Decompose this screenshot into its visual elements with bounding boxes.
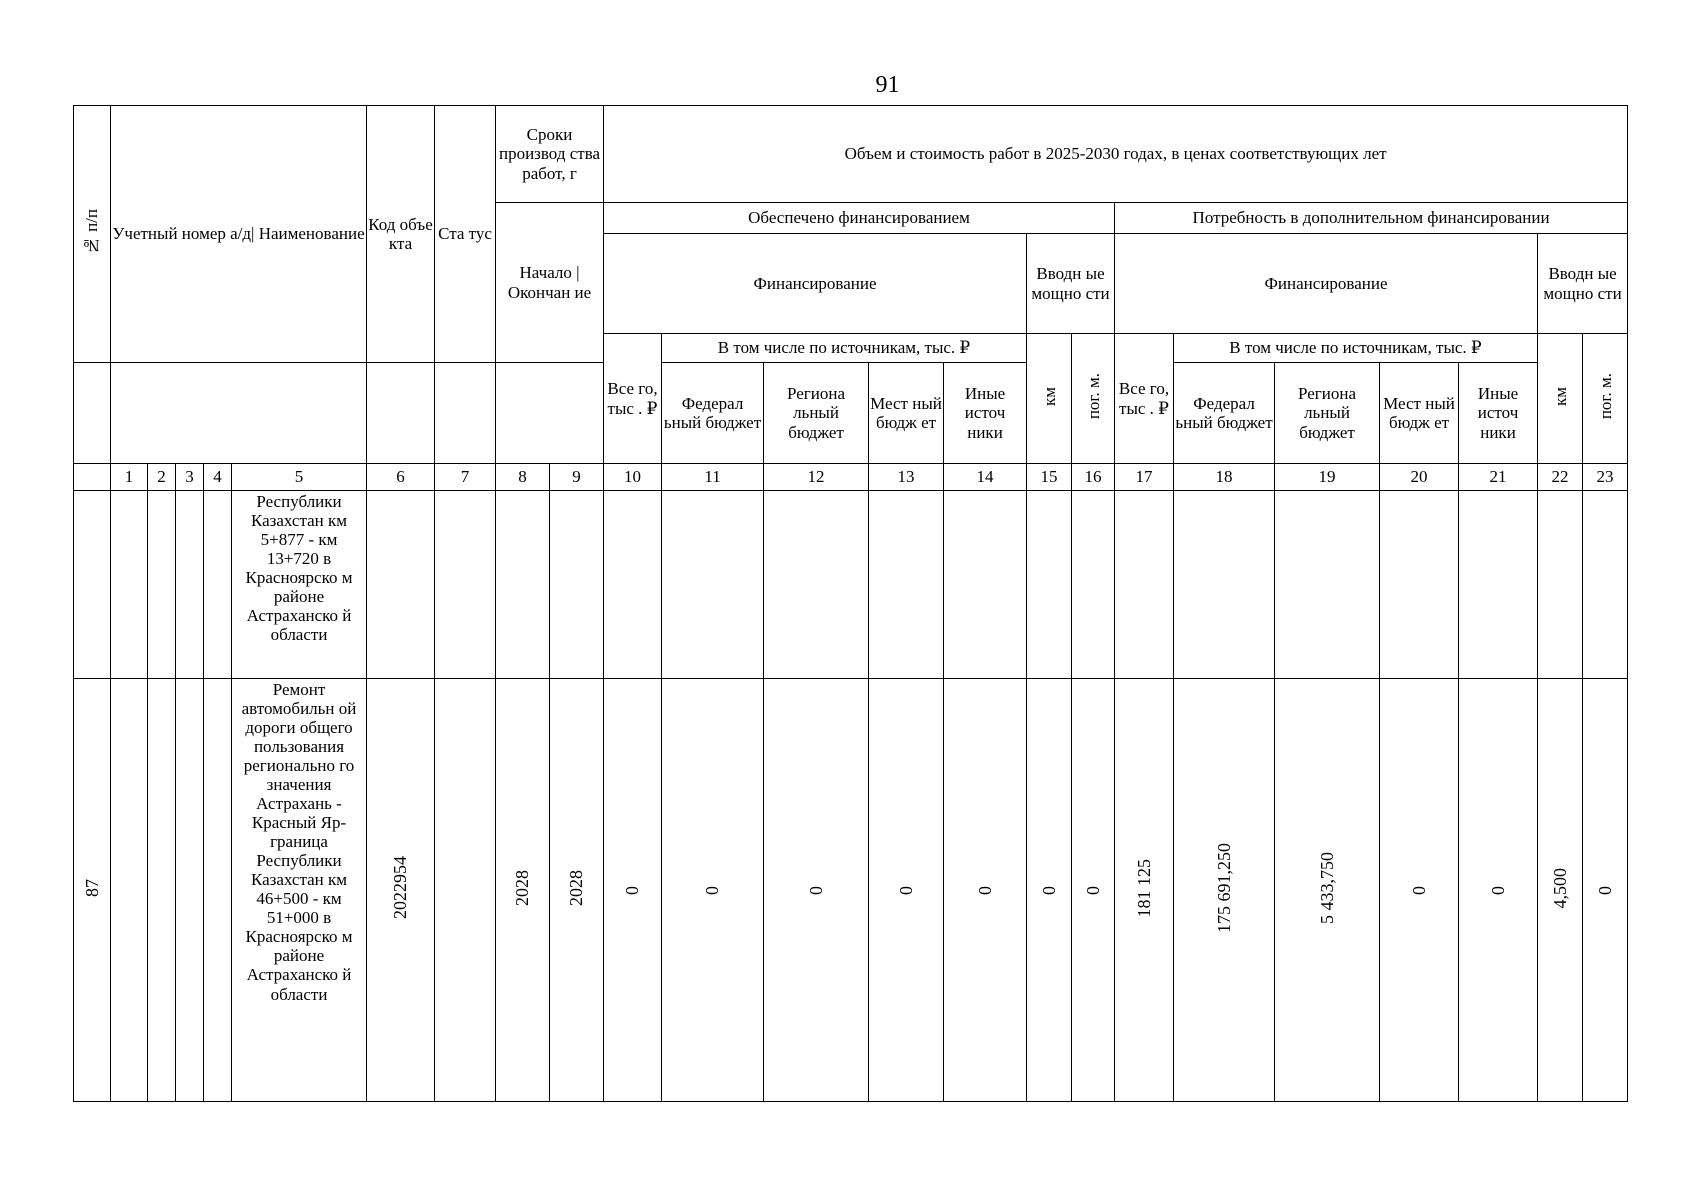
row-start: 2028 <box>496 679 550 1102</box>
empty-code-cell <box>367 363 435 464</box>
row-value: 5 433,750 <box>1275 679 1380 1102</box>
row-code <box>367 491 435 679</box>
table-row <box>74 491 1628 679</box>
row-value: 0 <box>1027 679 1072 1102</box>
col-number: 11 <box>662 464 764 491</box>
row-cell <box>204 679 232 1102</box>
header-local-provided: Мест ный бюдж ет <box>869 363 944 464</box>
col-number: 19 <box>1275 464 1380 491</box>
header-local-need: Мест ный бюдж ет <box>1380 363 1459 464</box>
row-cell <box>111 491 148 679</box>
header-regional-provided: Региона льный бюджет <box>764 363 869 464</box>
col-number: 2 <box>148 464 176 491</box>
empty-name-cell <box>111 363 367 464</box>
header-financing-need: Финансирование <box>1115 234 1538 334</box>
row-value <box>604 491 662 679</box>
row-value <box>662 491 764 679</box>
row-name: Республики Казахстан км 5+877 - км 13+720 в Красноярско м районе Астраханско й области <box>232 491 367 679</box>
row-value <box>1174 491 1275 679</box>
row-status <box>435 491 496 679</box>
row-value: 0 <box>1459 679 1538 1102</box>
row-value <box>1072 491 1115 679</box>
header-sources-provided: В том числе по источникам, тыс. ₽ <box>662 334 1027 363</box>
row-value: 0 <box>869 679 944 1102</box>
col-number: 23 <box>1583 464 1628 491</box>
works-table <box>73 105 1628 1102</box>
header-total-provided: Все го, тыс . ₽ <box>604 334 662 464</box>
header-need: Потребность в дополнительном финансировании <box>1115 203 1628 234</box>
col-number: 13 <box>869 464 944 491</box>
col-number: 18 <box>1174 464 1275 491</box>
row-cell <box>176 491 204 679</box>
row-value <box>1459 491 1538 679</box>
header-total-need: Все го, тыс . ₽ <box>1115 334 1174 464</box>
col-number <box>74 464 111 491</box>
row-value: 4,500 <box>1538 679 1583 1102</box>
row-value: 0 <box>1380 679 1459 1102</box>
empty-status-cell <box>435 363 496 464</box>
row-value: 0 <box>764 679 869 1102</box>
col-number: 4 <box>204 464 232 491</box>
header-account-name: Учетный номер а/д| Наименование <box>111 106 367 363</box>
header-km-provided: км <box>1027 334 1072 464</box>
header-num: № п/п <box>74 106 111 363</box>
row-num: 87 <box>74 679 111 1102</box>
header-km-need: км <box>1538 334 1583 464</box>
col-number: 5 <box>232 464 367 491</box>
header-status: Ста тус <box>435 106 496 363</box>
col-number: 16 <box>1072 464 1115 491</box>
row-value <box>869 491 944 679</box>
header-other-need: Иные источ ники <box>1459 363 1538 464</box>
row-cell <box>148 679 176 1102</box>
row-value: 181 125 <box>1115 679 1174 1102</box>
row-name: Ремонт автомобильн ой дороги общего пользования регионально го значения Астрахань - Красный Яр-граница Республики Казахстан км 46+500 - км 51+000 в Красноярско м районе Астраханско й области <box>232 679 367 1102</box>
header-federal-provided: Федерал ьный бюджет <box>662 363 764 464</box>
header-financing-provided: Финансирование <box>604 234 1027 334</box>
row-value <box>1583 491 1628 679</box>
col-number: 9 <box>550 464 604 491</box>
col-number: 8 <box>496 464 550 491</box>
row-start <box>496 491 550 679</box>
row-value <box>764 491 869 679</box>
col-number: 10 <box>604 464 662 491</box>
table-row <box>74 679 1628 1102</box>
header-provided: Обеспечено финансированием <box>604 203 1115 234</box>
header-volume: Объем и стоимость работ в 2025-2030 годах, в ценах соответствующих лет <box>604 106 1628 203</box>
col-number: 20 <box>1380 464 1459 491</box>
header-sources-need: В том числе по источникам, тыс. ₽ <box>1174 334 1538 363</box>
column-number-row <box>74 464 1628 491</box>
row-value <box>944 491 1027 679</box>
row-value <box>1115 491 1174 679</box>
row-value: 0 <box>604 679 662 1102</box>
header-period: Сроки производ ства работ, г <box>496 106 604 203</box>
row-value: 0 <box>944 679 1027 1102</box>
row-code: 2022954 <box>367 679 435 1102</box>
col-number: 6 <box>367 464 435 491</box>
header-object-code: Код объе кта <box>367 106 435 363</box>
row-value <box>1275 491 1380 679</box>
header-capacity-provided: Вводн ые мощно сти <box>1027 234 1115 334</box>
row-value <box>1538 491 1583 679</box>
header-other-provided: Иные источ ники <box>944 363 1027 464</box>
col-number: 7 <box>435 464 496 491</box>
col-number: 14 <box>944 464 1027 491</box>
row-value: 0 <box>662 679 764 1102</box>
col-number: 3 <box>176 464 204 491</box>
row-value <box>1027 491 1072 679</box>
row-status <box>435 679 496 1102</box>
row-value: 175 691,250 <box>1174 679 1275 1102</box>
row-value <box>1380 491 1459 679</box>
row-cell <box>148 491 176 679</box>
header-federal-need: Федерал ьный бюджет <box>1174 363 1275 464</box>
col-number: 1 <box>111 464 148 491</box>
empty-num-cell <box>74 363 111 464</box>
header-regional-need: Региона льный бюджет <box>1275 363 1380 464</box>
header-capacity-need: Вводн ые мощно сти <box>1538 234 1628 334</box>
row-end: 2028 <box>550 679 604 1102</box>
header-period-start-end: Начало | Окончан ие <box>496 203 604 363</box>
col-number: 21 <box>1459 464 1538 491</box>
col-number: 12 <box>764 464 869 491</box>
col-number: 17 <box>1115 464 1174 491</box>
row-value: 0 <box>1583 679 1628 1102</box>
row-cell <box>176 679 204 1102</box>
header-pog-need: пог. м. <box>1583 334 1628 464</box>
row-value: 0 <box>1072 679 1115 1102</box>
page-number: 91 <box>875 72 900 98</box>
row-num <box>74 491 111 679</box>
empty-period-cell <box>496 363 604 464</box>
row-cell <box>204 491 232 679</box>
header-pog-provided: пог. м. <box>1072 334 1115 464</box>
row-cell <box>111 679 148 1102</box>
col-number: 15 <box>1027 464 1072 491</box>
col-number: 22 <box>1538 464 1583 491</box>
row-end <box>550 491 604 679</box>
